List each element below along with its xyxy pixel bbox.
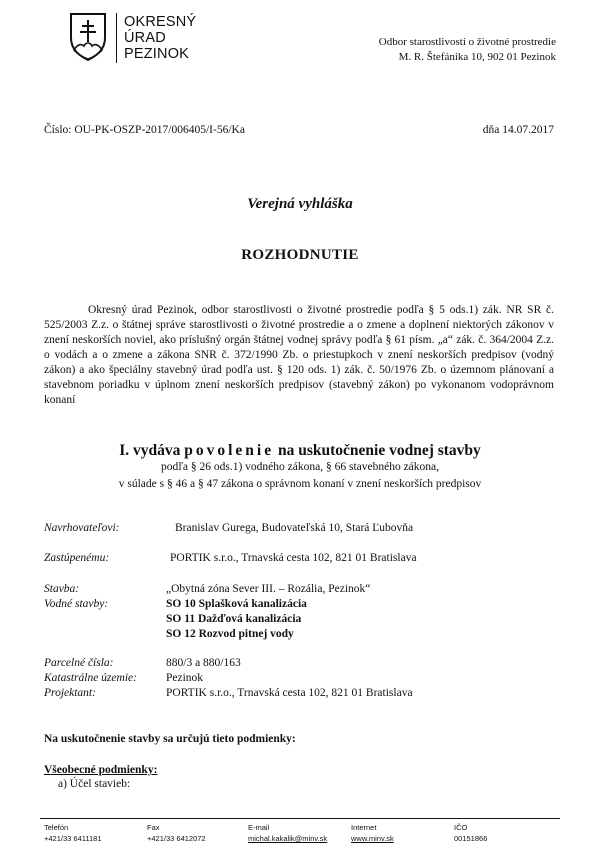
section-heading-prefix: I. vydáva [119, 442, 181, 459]
representative-value: PORTIK s.r.o., Trnavská cesta 102, 821 01 Bratislava [170, 552, 417, 564]
section-heading-permit: povolenie [184, 442, 275, 459]
parcel-value: 880/3 a 880/163 [166, 657, 241, 669]
water-work-item: SO 11 Dažďová kanalizácia [166, 613, 302, 625]
phone-label: Telefón [44, 823, 69, 832]
office-name-line1: OKRESNÝ [124, 14, 197, 30]
intro-paragraph: Okresný úrad Pezinok, odbor starostlivosti o životné prostredie podľa § 5 ods.1) zák. NR SR č. 525/2003 Z.z. o štátnej správe starostlivosti o životné prostredie a o zmene a doplnení niektorých zákonov v znení neskorších noviel, ako príslušný orgán štátnej vodnej správy podľa § 61 písm. „a“ zák. č. 364/2004 Z.z. o vodách a o zmene a zákona SNR č. 372/1990 Zb. o priestupkoch v znení neskorších predpisov (vodný zákon) a ako špeciálny stavebný úrad podľa ust. § 120 ods. 1) zák. č. 50/1976 Zb. o územnom plánovaní a stavebnom poriadku v úplnom znení neskorších predpisov (stavebný zákon) po vykonanom vodoprávnom konaní [44, 304, 554, 406]
email-link[interactable]: michal.kakalik@minv.sk [248, 834, 328, 843]
phone-value: +421/33 6411181 [44, 834, 102, 843]
water-work-item: SO 12 Rozvod pitnej vody [166, 628, 294, 640]
website-link[interactable]: www.minv.sk [351, 834, 394, 843]
office-name-line3: PEZINOK [124, 46, 190, 62]
office-name-line2: ÚRAD [124, 30, 166, 46]
decision-title: ROZHODNUTIE [241, 247, 359, 263]
conditions-heading: Na uskutočnenie stavby sa určujú tieto podmienky: [44, 733, 296, 745]
department-name: Odbor starostlivosti o životné prostredie [378, 36, 556, 48]
cadastral-label: Katastrálne územie: [44, 672, 137, 684]
ico-value: 00151866 [454, 834, 488, 843]
representative-label: Zastúpenému: [44, 552, 110, 564]
public-notice-title: Verejná vyhláška [247, 196, 353, 212]
building-label: Stavba: [44, 583, 80, 595]
applicant-label: Navrhovateľovi: [44, 522, 120, 534]
designer-value: PORTIK s.r.o., Trnavská cesta 102, 821 01 Bratislava [166, 687, 413, 699]
section-heading [0, 442, 600, 460]
parcel-label: Parcelné čísla: [44, 657, 114, 669]
cadastral-value: Pezinok [166, 672, 204, 684]
ico-label: IČO [454, 823, 468, 832]
section-heading-suffix: na uskutočnenie vodnej stavby [277, 442, 481, 459]
designer-label: Projektant: [44, 687, 96, 699]
condition-item-a: a) Účel stavieb: [58, 778, 131, 790]
document-date: dňa 14.07.2017 [482, 124, 554, 136]
footer-divider [40, 818, 560, 819]
legal-basis-line-2: v súlade s § 46 a § 47 zákona o správnom konaní v znení neskorších predpisov [118, 478, 482, 490]
general-conditions-heading: Všeobecné podmienky: [44, 764, 158, 776]
legal-basis-line-1: podľa § 26 ods.1) vodného zákona, § 66 stavebného zákona, [160, 461, 440, 473]
coat-of-arms-logo [68, 12, 108, 62]
department-address: M. R. Štefánika 10, 902 01 Pezinok [398, 51, 556, 63]
logo-divider [116, 13, 117, 63]
fax-value: +421/33 6412072 [147, 834, 206, 843]
reference-number: Číslo: OU-PK-OSZP-2017/006405/I-56/Ka [44, 124, 245, 136]
internet-label: Internet [351, 823, 377, 832]
water-works-label: Vodné stavby: [44, 598, 109, 610]
fax-label: Fax [147, 823, 160, 832]
building-value: „Obytná zóna Sever III. – Rozália, Pezinok“ [166, 583, 371, 595]
water-work-item: SO 10 Splašková kanalizácia [166, 598, 307, 610]
applicant-value: Branislav Gurega, Budovateľská 10, Stará Ľubovňa [175, 522, 414, 534]
email-label: E-mail [248, 823, 270, 832]
